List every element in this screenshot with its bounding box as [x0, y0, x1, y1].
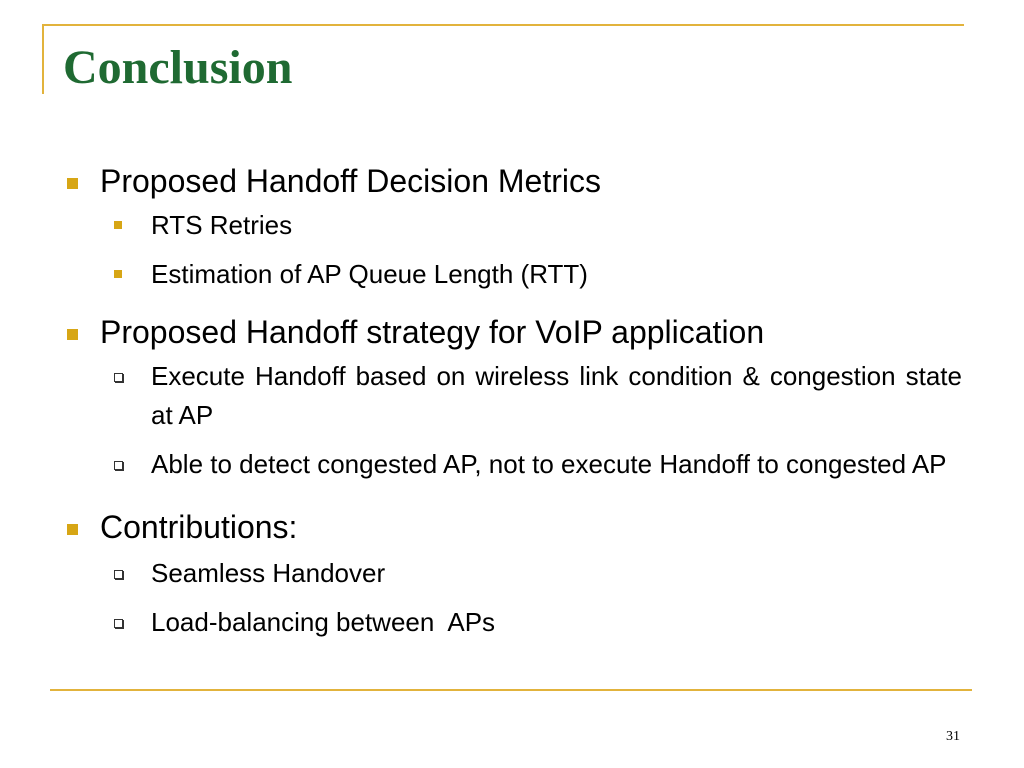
sub-bullet-queue-length: [62, 255, 962, 294]
bottom-border-line: [50, 689, 972, 691]
sub-bullet-text: Estimation of AP Queue Length (RTT): [151, 259, 588, 289]
sub-bullet-seamless-handover: [62, 554, 962, 593]
checkbox-bullet-icon: [114, 461, 123, 470]
bullet-text: Proposed Handoff Decision Metrics: [100, 163, 601, 199]
sub-bullet-detect-congested: [62, 445, 962, 484]
bullet-contributions: [62, 506, 962, 548]
slide-content: [62, 160, 962, 642]
checkbox-bullet-icon: [114, 570, 123, 579]
left-border-line: [42, 24, 44, 94]
square-bullet-icon: [67, 524, 78, 535]
bullet-text: Proposed Handoff strategy for VoIP application: [100, 314, 765, 350]
square-bullet-icon: [67, 329, 78, 340]
checkbox-bullet-icon: [114, 619, 123, 628]
bullet-decision-metrics: [62, 160, 962, 202]
sub-bullet-load-balancing: [62, 603, 962, 642]
sub-bullet-execute-handoff: [62, 357, 962, 435]
sub-bullet-rts-retries: [62, 206, 962, 245]
square-bullet-icon: [114, 270, 122, 278]
square-bullet-icon: [114, 221, 122, 229]
sub-bullet-text: Execute Handoff based on wireless link condition & congestion state at AP: [151, 361, 962, 430]
sub-bullet-text: Seamless Handover: [151, 558, 386, 588]
bullet-text: Contributions:: [100, 509, 298, 545]
page-number: 31: [946, 729, 960, 744]
slide-title: Conclusion: [63, 41, 293, 94]
top-border-line: [42, 24, 964, 26]
checkbox-bullet-icon: [114, 373, 123, 382]
sub-bullet-text: Able to detect congested AP, not to execute Handoff to congested AP: [151, 449, 947, 479]
square-bullet-icon: [67, 178, 78, 189]
bullet-handoff-strategy: [62, 311, 962, 353]
sub-bullet-text: RTS Retries: [151, 210, 293, 240]
sub-bullet-text: Load-balancing between APs: [151, 607, 496, 637]
